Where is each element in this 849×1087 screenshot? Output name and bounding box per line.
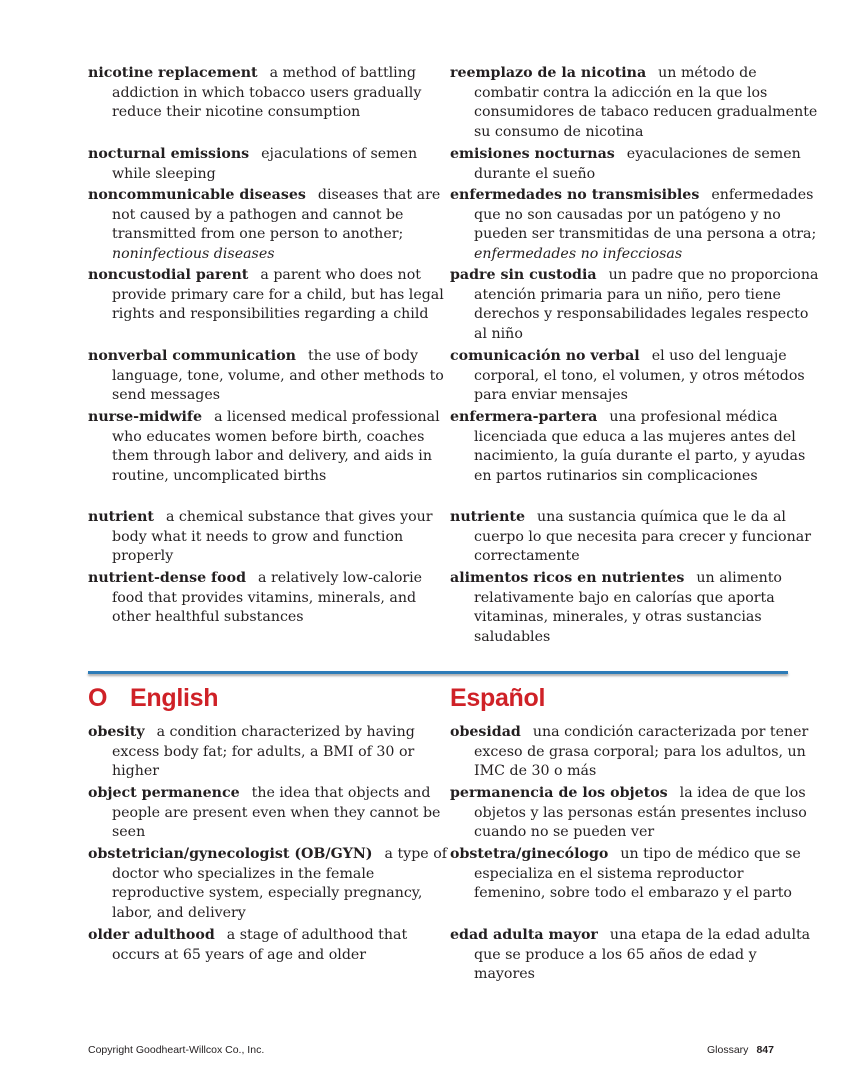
term: noncustodial parent [88, 267, 249, 283]
glossary-entry-en [88, 784, 457, 843]
section-heading-english [88, 684, 218, 713]
glossary-entry-es [450, 408, 819, 486]
glossary-entry-en [88, 508, 457, 567]
term: nutriente [450, 509, 525, 525]
term: noncommunicable diseases [88, 187, 306, 203]
definition: a stage of adulthood that occurs at 65 years of age and older [112, 927, 408, 963]
glossary-entry-en [88, 723, 457, 782]
definition: a type of doctor who specializes in the female reproductive system, especially pregnancy, labor, and delivery [112, 846, 447, 921]
definition: un tipo de médico que se especializa en el sistema reproductor femenino, sobre todo el embarazo y el parto [474, 846, 801, 902]
definition: a licensed medical professional who educates women before birth, coaches them through labor and delivery, and aids in routine, uncomplicated births [112, 409, 440, 484]
definition: a parent who does not provide primary care for a child, but has legal rights and responsibilities regarding a child [112, 267, 444, 323]
term: obesity [88, 724, 145, 740]
definition: diseases that are not caused by a pathogen and cannot be transmitted from one person to another; [112, 187, 441, 243]
term: nutrient-dense food [88, 570, 246, 586]
definition: a method of battling addiction in which tobacco users gradually reduce their nicotine consumption [112, 65, 422, 121]
definition: a chemical substance that gives your body what it needs to grow and function properly [112, 509, 433, 565]
glossary-entry-es [450, 508, 819, 567]
section-divider [88, 671, 788, 674]
glossary-entry-es [450, 145, 819, 184]
definition: un alimento relativamente bajo en calorías que aporta vitaminas, minerales, y otras sustancias saludables [474, 570, 782, 645]
definition: el uso del lenguaje corporal, el tono, el volumen, y otros métodos para enviar mensajes [474, 348, 805, 404]
glossary-entry-es [450, 845, 819, 904]
glossary-entry-es [450, 926, 819, 985]
term: nurse-midwife [88, 409, 203, 425]
section-letter: O [88, 684, 108, 712]
definition: eyaculaciones de semen durante el sueño [474, 146, 801, 182]
term: enfermera-partera [450, 409, 598, 425]
glossary-entry-es [450, 64, 819, 142]
definition: enfermedades que no son causadas por un patógeno y no pueden ser transmitidas de una persona a otra; [474, 187, 817, 243]
definition: ejaculations of semen while sleeping [112, 146, 418, 182]
term: reemplazo de la nicotina [450, 65, 647, 81]
glossary-entry-es [450, 723, 819, 782]
page-number: 847 [756, 1044, 774, 1056]
definition: the idea that objects and people are present even when they cannot be seen [112, 785, 441, 841]
section-heading-spanish [450, 684, 545, 713]
alternate-term: noninfectious diseases [112, 245, 275, 262]
definition: a condition characterized by having excess body fat; for adults, a BMI of 30 or higher [112, 724, 415, 780]
term: nutrient [88, 509, 154, 525]
definition: the use of body language, tone, volume, and other methods to send messages [112, 348, 444, 404]
term: nicotine replacement [88, 65, 258, 81]
definition: una sustancia química que le da al cuerpo lo que necesita para crecer y funcionar correctamente [474, 509, 811, 565]
glossary-entry-es [450, 347, 819, 406]
glossary-entry-en [88, 845, 457, 923]
glossary-entry-es [450, 784, 819, 843]
term: obstetra/ginecólogo [450, 846, 609, 862]
glossary-entry-es [450, 186, 819, 264]
term: permanencia de los objetos [450, 785, 668, 801]
definition: a relatively low-calorie food that provides vitamins, minerals, and other healthful substances [112, 570, 423, 626]
definition: una condición caracterizada por tener exceso de grasa corporal; para los adultos, un IMC de 30 o más [474, 724, 809, 780]
glossary-entry-es [450, 266, 819, 344]
term: object permanence [88, 785, 240, 801]
definition: una profesional médica licenciada que educa a las mujeres antes del nacimiento, la guía durante el parto, y ayudas en partos rutinarios sin complicaciones [474, 409, 806, 484]
glossary-entry-en [88, 186, 457, 264]
term: nocturnal emissions [88, 146, 250, 162]
glossary-entry-en [88, 926, 457, 965]
section-language-es: Español [450, 684, 546, 712]
term: obesidad [450, 724, 521, 740]
term: emisiones nocturnas [450, 146, 615, 162]
term: nonverbal communication [88, 348, 296, 364]
term: comunicación no verbal [450, 348, 640, 364]
term: padre sin custodia [450, 267, 597, 283]
term: edad adulta mayor [450, 927, 598, 943]
glossary-entry-en [88, 64, 457, 123]
glossary-entry-en [88, 408, 457, 486]
copyright-notice: Copyright Goodheart-Willcox Co., Inc. [88, 1044, 265, 1056]
term: alimentos ricos en nutrientes [450, 570, 685, 586]
term: obstetrician/gynecologist (OB/GYN) [88, 846, 373, 862]
glossary-entry-es [450, 569, 819, 647]
section-name: Glossary [707, 1044, 749, 1056]
glossary-entry-en [88, 266, 457, 325]
term: older adulthood [88, 927, 215, 943]
glossary-entry-en [88, 347, 457, 406]
definition: un método de combatir contra la adicción en la que los consumidores de tabaco reducen gradualmente su consumo de nicotina [474, 65, 818, 140]
page-footer [707, 1044, 774, 1056]
definition: una etapa de la edad adulta que se produce a los 65 años de edad y mayores [474, 927, 811, 983]
alternate-term: enfermedades no infecciosas [474, 245, 683, 262]
definition: un padre que no proporciona atención primaria para un niño, pero tiene derechos y responsabilidades legales respecto al niño [474, 267, 819, 342]
glossary-entry-en [88, 569, 457, 628]
term: enfermedades no transmisibles [450, 187, 700, 203]
definition: la idea de que los objetos y las personas están presentes incluso cuando no se pueden ver [474, 785, 807, 841]
section-language-en: English [130, 684, 219, 712]
glossary-entry-en [88, 145, 457, 184]
